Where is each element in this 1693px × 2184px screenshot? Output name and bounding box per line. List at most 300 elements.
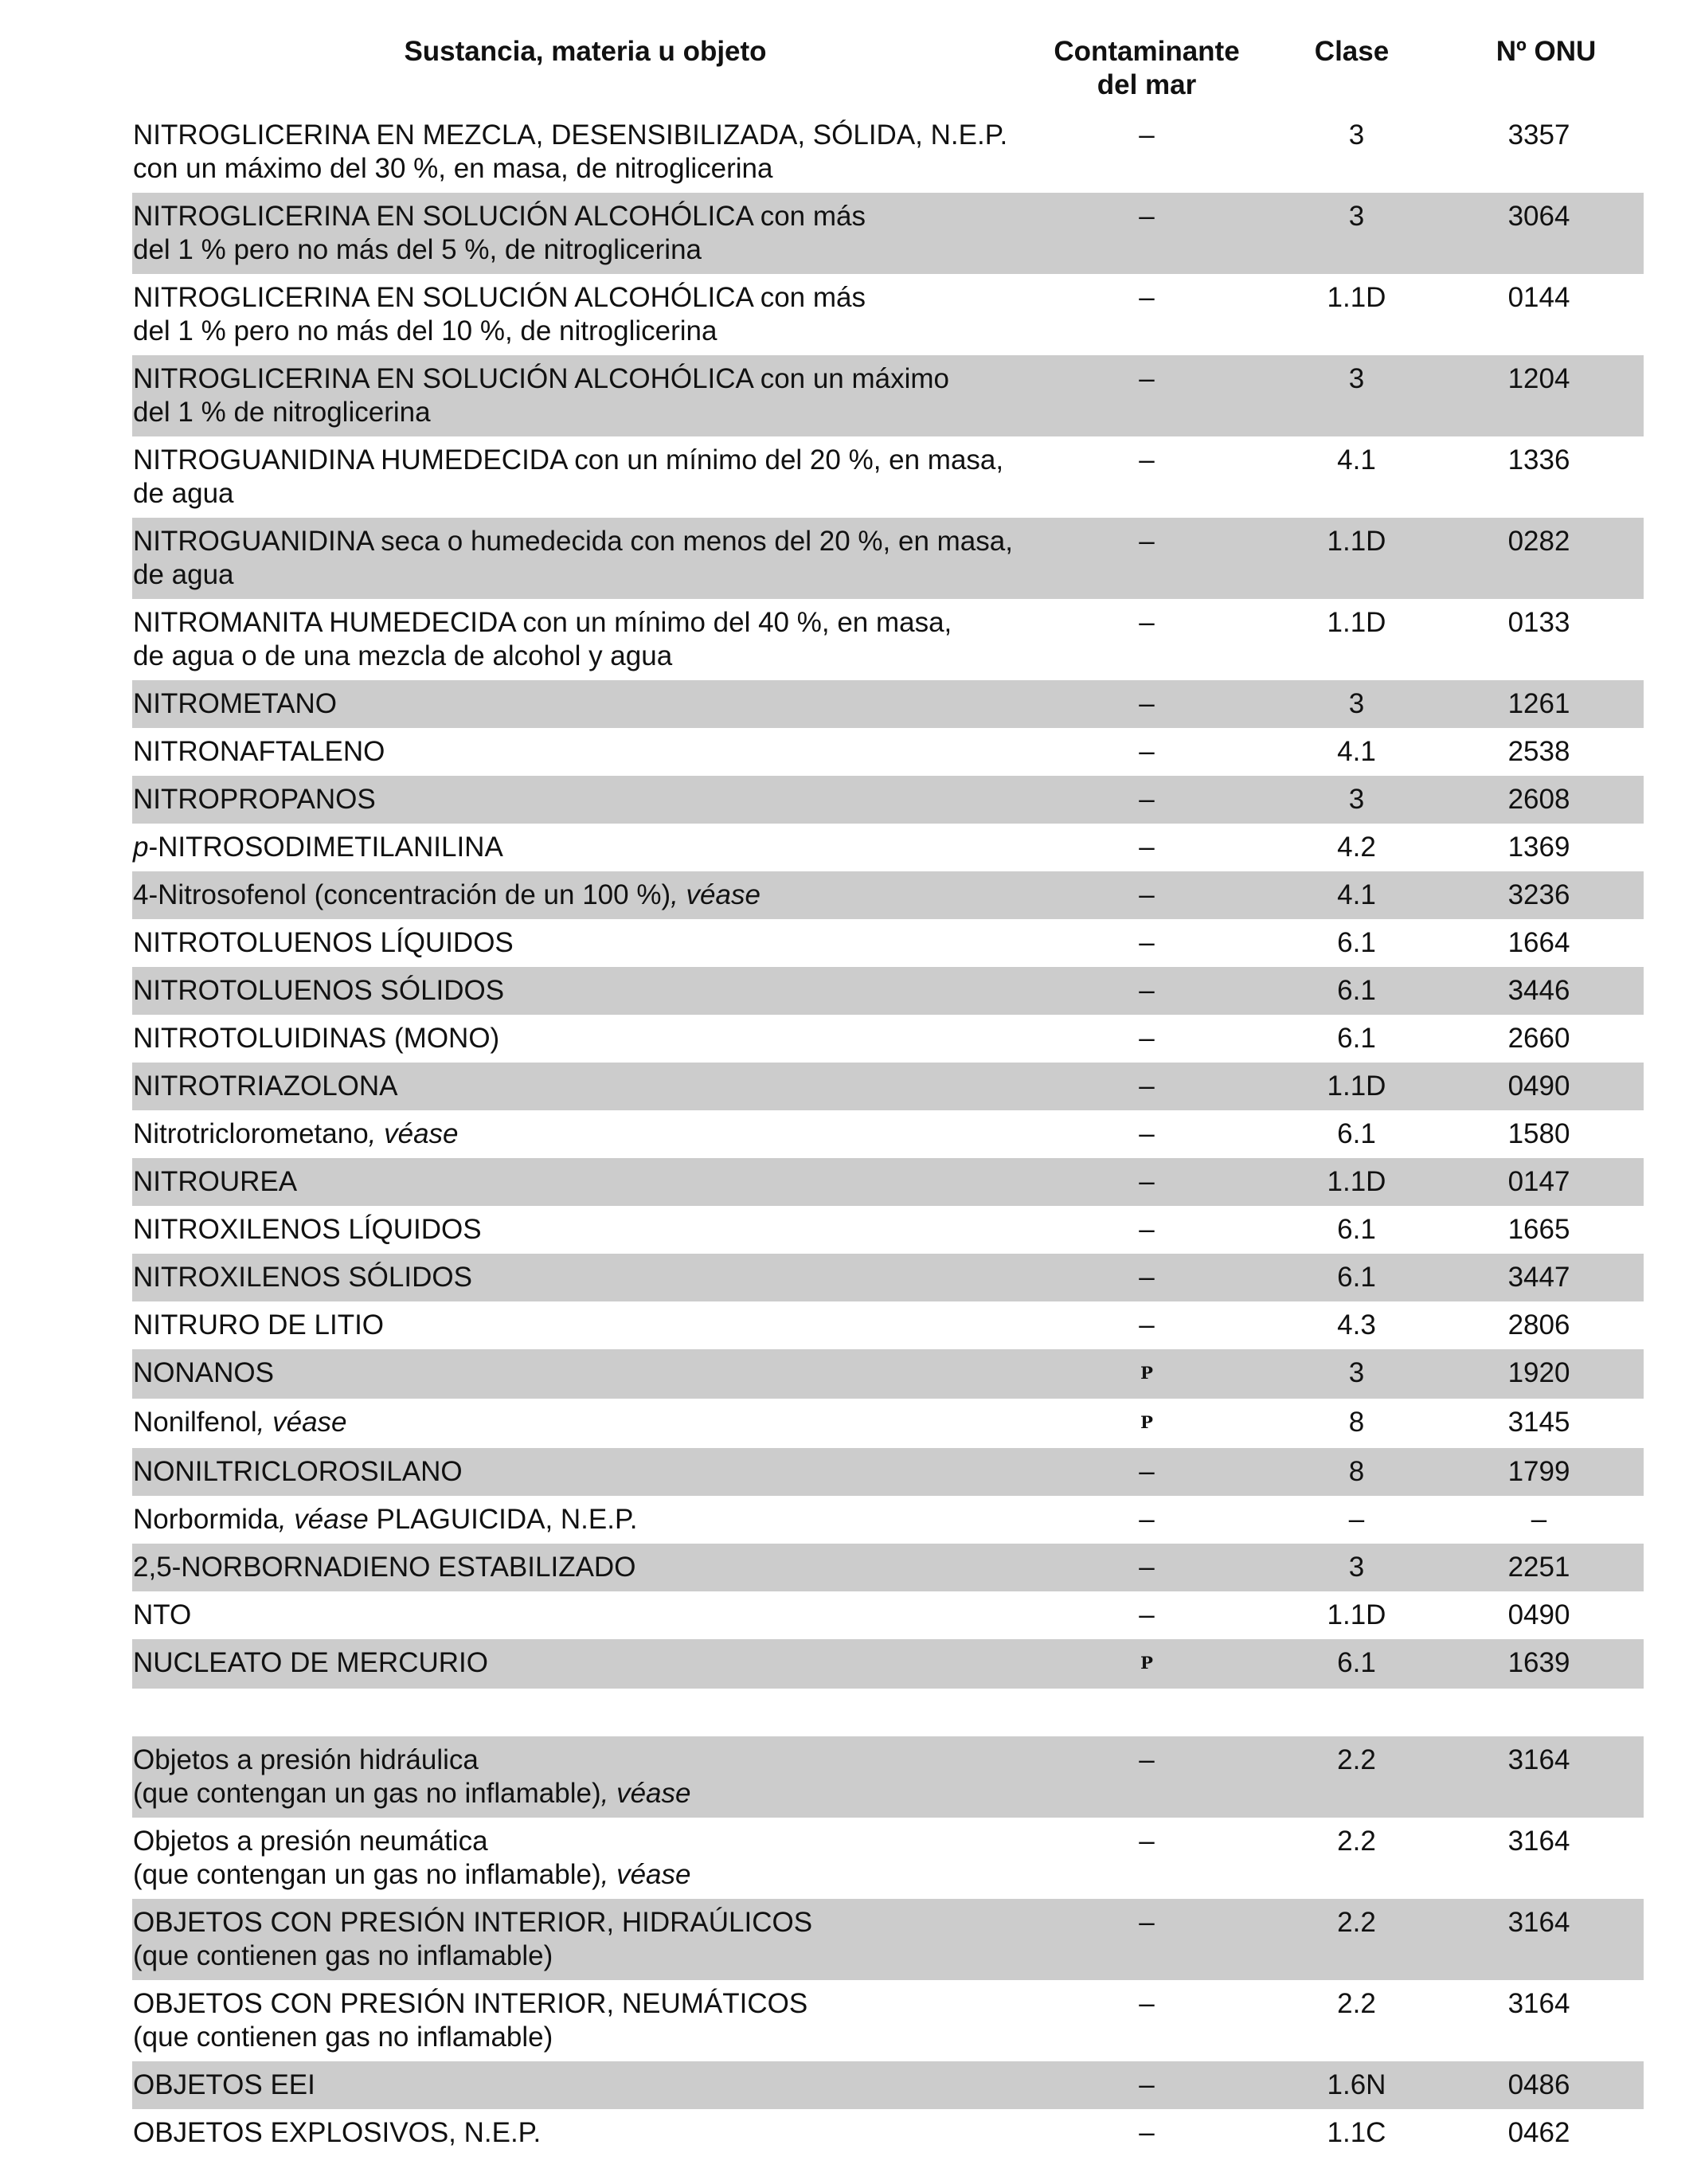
substance-name — [132, 2061, 1038, 2109]
substance-name-line — [133, 281, 1038, 315]
text-segment: del 1 % pero no más del 10 %, de nitroglicerina — [133, 315, 717, 346]
class-cell: 4.2 — [1337, 832, 1376, 863]
substance-name-line — [133, 152, 1038, 186]
substance-name-line — [133, 831, 1038, 864]
text-segment: OBJETOS CON PRESIÓN INTERIOR, HIDRAÚLICOS — [133, 1907, 813, 1938]
substance-name-line — [133, 525, 1038, 558]
substance-name — [132, 1980, 1038, 2061]
marine-pollutant-value: – — [1139, 607, 1155, 638]
substance-name — [132, 871, 1038, 919]
substance-name-line — [133, 1906, 1038, 1939]
text-segment: NITROPROPANOS — [133, 784, 376, 815]
un-number-cell: 1920 — [1449, 1349, 1644, 1399]
un-number-cell: 1664 — [1507, 927, 1570, 958]
marine-pollutant-value: – — [1139, 1599, 1155, 1630]
substance-name-line — [133, 1165, 1038, 1199]
marine-pollutant-value: – — [1139, 927, 1155, 958]
substance-name-line — [133, 1406, 1038, 1439]
substance-name — [132, 274, 1038, 355]
header-substance: Sustancia, materia u objeto — [404, 36, 767, 67]
text-segment: Nonilfenol — [133, 1407, 257, 1438]
substance-name — [132, 680, 1038, 728]
class-cell: 4.3 — [1337, 1309, 1376, 1341]
class-cell: 1.1D — [1327, 1599, 1386, 1630]
substance-name — [132, 1063, 1038, 1110]
un-number-cell: 3236 — [1449, 871, 1644, 919]
text-segment: NITROTOLUENOS LÍQUIDOS — [133, 927, 514, 958]
un-number-cell: 3145 — [1507, 1407, 1570, 1438]
text-segment: NONANOS — [133, 1357, 274, 1388]
un-number-cell: 0462 — [1507, 2117, 1570, 2148]
text-segment: 2,5-NORBORNADIENO ESTABILIZADO — [133, 1552, 636, 1583]
marine-pollutant-value: – — [1139, 832, 1155, 863]
substance-name-line — [133, 879, 1038, 912]
marine-pollutant-cell — [1038, 1736, 1255, 1818]
text-segment: NITROXILENOS LÍQUIDOS — [133, 1214, 482, 1245]
class-cell: 3 — [1255, 355, 1449, 436]
text-segment: NITROXILENOS SÓLIDOS — [133, 1262, 472, 1293]
un-number-cell: 2806 — [1507, 1309, 1570, 1341]
substance-name — [132, 1254, 1038, 1301]
text-segment: (que contienen gas no inflamable) — [133, 1940, 553, 1971]
marine-pollutant-cell — [1038, 1110, 1255, 1158]
substance-name-line — [133, 558, 1038, 592]
table-row — [132, 1818, 1644, 1899]
substance-name-line — [133, 1599, 1038, 1632]
substance-name — [132, 193, 1038, 274]
substance-name-line — [133, 362, 1038, 396]
substance-name — [132, 824, 1038, 871]
table-row — [132, 1015, 1644, 1063]
marine-pollutant-value: – — [1139, 1070, 1155, 1102]
substance-name-line — [133, 1261, 1038, 1294]
text-segment: con un máximo del 30 %, en masa, de nitroglicerina — [133, 153, 773, 184]
text-segment: NITROTOLUENOS SÓLIDOS — [133, 975, 505, 1006]
table-row — [132, 919, 1644, 967]
table-row — [132, 1206, 1644, 1254]
table-row — [132, 680, 1644, 728]
un-number-cell: 3164 — [1507, 1988, 1570, 2019]
marine-pollutant-cell — [1038, 871, 1255, 919]
table-row — [132, 193, 1644, 274]
marine-pollutant-cell — [1038, 1448, 1255, 1496]
substance-name-line — [133, 1356, 1038, 1390]
marine-pollutant-value: – — [1139, 2117, 1155, 2148]
substance-name-line — [133, 1939, 1038, 1973]
un-number-cell: 2608 — [1449, 776, 1644, 824]
substance-name — [132, 1736, 1038, 1818]
italic-text: , véase — [671, 879, 760, 910]
marine-pollutant-cell — [1038, 1254, 1255, 1301]
marine-pollutant-cell — [1038, 193, 1255, 274]
un-number-cell: 2538 — [1507, 736, 1570, 767]
substance-name-line — [133, 233, 1038, 267]
table-row — [132, 1639, 1644, 1689]
un-number-cell: 1639 — [1449, 1639, 1644, 1689]
text-segment: NITROGLICERINA EN MEZCLA, DESENSIBILIZADA, SÓLIDA, N.E.P. — [133, 119, 1008, 151]
class-cell: 6.1 — [1255, 1639, 1449, 1689]
marine-pollutant-value: – — [1139, 282, 1155, 313]
marine-pollutant-value: – — [1139, 119, 1155, 151]
substance-name-line — [133, 119, 1038, 152]
class-cell: 8 — [1255, 1448, 1449, 1496]
header-class: Clase — [1314, 36, 1390, 67]
marine-pollutant-value: – — [1139, 879, 1155, 910]
table-row — [132, 518, 1644, 599]
marine-pollutant-value: – — [1139, 2069, 1155, 2100]
substance-name-line — [133, 315, 1038, 348]
dangerous-goods-table — [132, 35, 1644, 2157]
substance-name-line — [133, 477, 1038, 511]
marine-pollutant-cell — [1038, 1015, 1255, 1063]
substance-name-line — [133, 2069, 1038, 2102]
class-cell: 3 — [1255, 680, 1449, 728]
table-row — [132, 274, 1644, 355]
un-number-cell: – — [1531, 1504, 1547, 1535]
marine-pollutant-cell — [1038, 919, 1255, 967]
text-segment: (que contengan un gas no inflamable) — [133, 1778, 601, 1809]
un-number-cell: 1261 — [1449, 680, 1644, 728]
un-number-cell: 3064 — [1449, 193, 1644, 274]
un-number-cell: 3447 — [1449, 1254, 1644, 1301]
substance-name-line — [133, 1777, 1038, 1810]
marine-pollutant-cell — [1038, 1496, 1255, 1544]
un-number-cell: 0282 — [1449, 518, 1644, 599]
marine-pollutant-cell — [1038, 1301, 1255, 1349]
marine-pollutant-cell — [1038, 1639, 1255, 1689]
substance-name — [132, 1399, 1038, 1448]
text-segment: de agua — [133, 478, 234, 509]
substance-name-line — [133, 1858, 1038, 1892]
class-cell: 2.2 — [1337, 1988, 1376, 2019]
text-segment: -NITROSODIMETILANILINA — [148, 832, 503, 863]
un-number-cell: 3164 — [1449, 1899, 1644, 1980]
text-segment: Nitrotriclorometano — [133, 1118, 369, 1149]
table-row — [132, 2061, 1644, 2109]
substance-name — [132, 1158, 1038, 1206]
un-number-cell: 0490 — [1449, 1063, 1644, 1110]
class-cell: 8 — [1348, 1407, 1365, 1438]
table-row — [132, 1736, 1644, 1818]
marine-pollutant-cell — [1038, 776, 1255, 824]
text-segment: PLAGUICIDA, N.E.P. — [368, 1504, 638, 1535]
marine-pollutant-value: – — [1139, 1262, 1155, 1293]
table-row — [132, 2109, 1644, 2157]
table-header — [132, 35, 1644, 112]
text-segment: NITROGLICERINA EN SOLUCIÓN ALCOHÓLICA con más — [133, 201, 866, 232]
class-cell: – — [1348, 1504, 1365, 1535]
class-cell: 2.2 — [1337, 1826, 1376, 1857]
substance-name — [132, 1591, 1038, 1639]
italic-text: , véase — [256, 1407, 347, 1438]
substance-name-line — [133, 1455, 1038, 1489]
marine-pollutant-cell — [1038, 1591, 1255, 1639]
table-row — [132, 1399, 1644, 1448]
substance-name-line — [133, 1117, 1038, 1151]
substance-name-line — [133, 974, 1038, 1008]
marine-pollutant-cell — [1038, 1980, 1255, 2061]
table-row — [132, 1301, 1644, 1349]
substance-name-line — [133, 1744, 1038, 1777]
substance-name — [132, 1448, 1038, 1496]
marine-pollutant-cell — [1038, 436, 1255, 518]
class-cell: 1.6N — [1255, 2061, 1449, 2109]
class-cell: 1.1D — [1255, 518, 1449, 599]
marine-pollutant-value: – — [1139, 1907, 1155, 1938]
spacer-cell — [132, 1689, 1644, 1736]
substance-name — [132, 1015, 1038, 1063]
text-segment: OBJETOS CON PRESIÓN INTERIOR, NEUMÁTICOS — [133, 1988, 808, 2019]
marine-pollutant-cell — [1038, 2061, 1255, 2109]
substance-name-line — [133, 444, 1038, 477]
table-row — [132, 1980, 1644, 2061]
marine-pollutant-cell — [1038, 1158, 1255, 1206]
table-row — [132, 436, 1644, 518]
class-cell: 1.1D — [1255, 1158, 1449, 1206]
marine-pollutant-value: – — [1139, 1456, 1155, 1487]
un-number-cell: 1799 — [1449, 1448, 1644, 1496]
table-row — [132, 1899, 1644, 1980]
table-row — [132, 599, 1644, 680]
class-cell: 3 — [1255, 776, 1449, 824]
substance-name-line — [133, 606, 1038, 640]
table-row — [132, 1158, 1644, 1206]
marine-pollutant-value: – — [1139, 1214, 1155, 1245]
class-cell: 4.1 — [1337, 444, 1376, 476]
marine-pollutant-cell — [1038, 1818, 1255, 1899]
table-row — [132, 1496, 1644, 1544]
substance-name-line — [133, 396, 1038, 429]
table-row — [132, 1063, 1644, 1110]
marine-pollutant-cell — [1038, 680, 1255, 728]
substance-name-line — [133, 200, 1038, 233]
class-cell: 1.1C — [1327, 2117, 1386, 2148]
substance-name-line — [133, 1022, 1038, 1055]
substance-name-line — [133, 1825, 1038, 1858]
table-row — [132, 776, 1644, 824]
un-number-cell: 3164 — [1449, 1736, 1644, 1818]
un-number-cell: 2251 — [1449, 1544, 1644, 1591]
substance-name-line — [133, 783, 1038, 816]
italic-text: p — [133, 832, 149, 863]
marine-pollutant-cell — [1038, 112, 1255, 193]
text-segment: NTO — [133, 1599, 192, 1630]
class-cell: 3 — [1348, 119, 1365, 151]
class-cell: 2.2 — [1255, 1736, 1449, 1818]
marine-pollutant-cell — [1038, 274, 1255, 355]
text-segment: NUCLEATO DE MERCURIO — [133, 1647, 488, 1678]
substance-name-line — [133, 687, 1038, 721]
text-segment: NITROTOLUIDINAS (MONO) — [133, 1023, 500, 1054]
substance-name — [132, 1544, 1038, 1591]
substance-name — [132, 1110, 1038, 1158]
marine-pollutant-value: – — [1139, 1023, 1155, 1054]
italic-text: , véase — [368, 1118, 459, 1149]
marine-pollutant-cell — [1038, 355, 1255, 436]
text-segment: del 1 % pero no más del 5 %, de nitroglicerina — [133, 234, 702, 265]
marine-pollutant-cell — [1038, 518, 1255, 599]
header-un-number: Nº ONU — [1496, 36, 1597, 67]
un-number-cell: 0133 — [1507, 607, 1570, 638]
substance-name — [132, 1349, 1038, 1399]
class-cell: 6.1 — [1337, 1118, 1376, 1149]
text-segment: NONILTRICLOROSILANO — [133, 1456, 463, 1487]
text-segment: OBJETOS EXPLOSIVOS, N.E.P. — [133, 2117, 542, 2148]
substance-name-line — [133, 640, 1038, 673]
class-cell: 6.1 — [1337, 1023, 1376, 1054]
substance-name — [132, 919, 1038, 967]
class-cell: 1.1D — [1327, 282, 1386, 313]
text-segment: NITROGUANIDINA seca o humedecida con menos del 20 %, en masa, — [133, 526, 1013, 557]
section-spacer — [132, 1689, 1644, 1736]
table-row — [132, 1448, 1644, 1496]
class-cell: 6.1 — [1337, 927, 1376, 958]
italic-text: , véase — [278, 1504, 369, 1535]
text-segment: NITRURO DE LITIO — [133, 1309, 385, 1341]
marine-pollutant-value: – — [1139, 1309, 1155, 1341]
marine-pollutant-value: – — [1139, 1988, 1155, 2019]
class-cell: 1.1D — [1327, 607, 1386, 638]
un-number-cell: 1204 — [1449, 355, 1644, 436]
text-segment: Objetos a presión neumática — [133, 1826, 488, 1857]
table-row — [132, 824, 1644, 871]
marine-pollutant-cell — [1038, 967, 1255, 1015]
substance-name — [132, 599, 1038, 680]
marine-pollutant-cell — [1038, 1206, 1255, 1254]
marine-pollutant-cell — [1038, 1399, 1255, 1448]
text-segment: de agua — [133, 559, 234, 590]
text-segment: NITROMETANO — [133, 688, 338, 719]
marine-pollutant-value: – — [1139, 784, 1155, 815]
substance-name-line — [133, 926, 1038, 960]
marine-pollutant-cell — [1038, 2109, 1255, 2157]
marine-pollutant-value: – — [1139, 1118, 1155, 1149]
table-row — [132, 1591, 1644, 1639]
text-segment: 4-Nitrosofenol (concentración de un 100 %) — [133, 879, 671, 910]
marine-pollutant-cell — [1038, 599, 1255, 680]
class-cell: 4.1 — [1255, 871, 1449, 919]
substance-name — [132, 1301, 1038, 1349]
marine-pollutant-value: – — [1139, 526, 1155, 557]
marine-pollutant-value: – — [1139, 1826, 1155, 1857]
class-cell: 6.1 — [1255, 967, 1449, 1015]
substance-name — [132, 728, 1038, 776]
substance-name — [132, 518, 1038, 599]
marine-pollutant-value: – — [1139, 736, 1155, 767]
table-body — [132, 112, 1644, 2157]
substance-name-line — [133, 1646, 1038, 1680]
substance-name-line — [133, 1213, 1038, 1247]
text-segment: (que contienen gas no inflamable) — [133, 2022, 553, 2053]
marine-pollutant-cell — [1038, 824, 1255, 871]
un-number-cell: 3446 — [1449, 967, 1644, 1015]
un-number-cell: 2660 — [1507, 1023, 1570, 1054]
un-number-cell: 1580 — [1507, 1118, 1570, 1149]
substance-name — [132, 112, 1038, 193]
substance-name — [132, 1206, 1038, 1254]
class-cell: 6.1 — [1337, 1214, 1376, 1245]
un-number-cell: 3164 — [1507, 1826, 1570, 1857]
text-segment: de agua o de una mezcla de alcohol y agua — [133, 640, 673, 671]
class-cell: 3 — [1255, 1544, 1449, 1591]
marine-pollutant-cell — [1038, 728, 1255, 776]
text-segment: Norbormida — [133, 1504, 279, 1535]
un-number-cell: 3357 — [1507, 119, 1570, 151]
class-cell: 6.1 — [1255, 1254, 1449, 1301]
marine-pollutant-value: – — [1139, 1166, 1155, 1197]
text-segment: NITROUREA — [133, 1166, 298, 1197]
substance-name — [132, 967, 1038, 1015]
substance-name — [132, 1899, 1038, 1980]
table-row — [132, 1254, 1644, 1301]
un-number-cell: 1369 — [1507, 832, 1570, 863]
table-row — [132, 871, 1644, 919]
table-row — [132, 967, 1644, 1015]
substance-name-line — [133, 2021, 1038, 2054]
un-number-cell: 0147 — [1449, 1158, 1644, 1206]
un-number-cell: 1665 — [1507, 1214, 1570, 1245]
substance-name — [132, 1639, 1038, 1689]
class-cell: 1.1D — [1255, 1063, 1449, 1110]
un-number-cell: 0486 — [1449, 2061, 1644, 2109]
text-segment: NITROGUANIDINA HUMEDECIDA con un mínimo del 20 %, en masa, — [133, 444, 1004, 476]
text-segment: NITROTRIAZOLONA — [133, 1070, 398, 1102]
un-number-cell: 1336 — [1507, 444, 1570, 476]
italic-text: , véase — [600, 1778, 691, 1809]
substance-name-line — [133, 2116, 1038, 2150]
table-row — [132, 355, 1644, 436]
un-number-cell: 0490 — [1507, 1599, 1570, 1630]
marine-pollutant-cell — [1038, 1063, 1255, 1110]
marine-pollutant-cell — [1038, 1899, 1255, 1980]
table-row — [132, 112, 1644, 193]
text-segment: NITROMANITA HUMEDECIDA con un mínimo del 40 %, en masa, — [133, 607, 952, 638]
text-segment: NITRONAFTALENO — [133, 736, 385, 767]
substance-name-line — [133, 1070, 1038, 1103]
marine-pollutant-value: – — [1139, 688, 1155, 719]
class-cell: 4.1 — [1337, 736, 1376, 767]
text-segment: Objetos a presión hidráulica — [133, 1744, 479, 1775]
marine-pollutant-value: – — [1139, 1504, 1155, 1535]
table-row — [132, 728, 1644, 776]
marine-pollutant-value: – — [1139, 1552, 1155, 1583]
substance-name — [132, 2109, 1038, 2157]
class-cell: 3 — [1255, 1349, 1449, 1399]
substance-name — [132, 436, 1038, 518]
table-row — [132, 1544, 1644, 1591]
text-segment: del 1 % de nitroglicerina — [133, 397, 431, 428]
marine-pollutant-cell — [1038, 1544, 1255, 1591]
marine-pollutant-value: – — [1139, 201, 1155, 232]
substance-name — [132, 1496, 1038, 1544]
substance-name-line — [133, 735, 1038, 769]
table-row — [132, 1110, 1644, 1158]
italic-text: , véase — [600, 1859, 691, 1890]
class-cell: 2.2 — [1255, 1899, 1449, 1980]
substance-name-line — [133, 1309, 1038, 1342]
class-cell: 3 — [1255, 193, 1449, 274]
substance-name-line — [133, 1987, 1038, 2021]
text-segment: (que contengan un gas no inflamable) — [133, 1859, 601, 1890]
marine-pollutant-mark: P — [1140, 1653, 1153, 1673]
substance-name — [132, 1818, 1038, 1899]
substance-name — [132, 776, 1038, 824]
substance-name-line — [133, 1503, 1038, 1536]
text-segment: NITROGLICERINA EN SOLUCIÓN ALCOHÓLICA con más — [133, 282, 866, 313]
marine-pollutant-value: – — [1139, 363, 1155, 394]
table-row — [132, 1349, 1644, 1399]
text-segment: OBJETOS EEI — [133, 2069, 315, 2100]
